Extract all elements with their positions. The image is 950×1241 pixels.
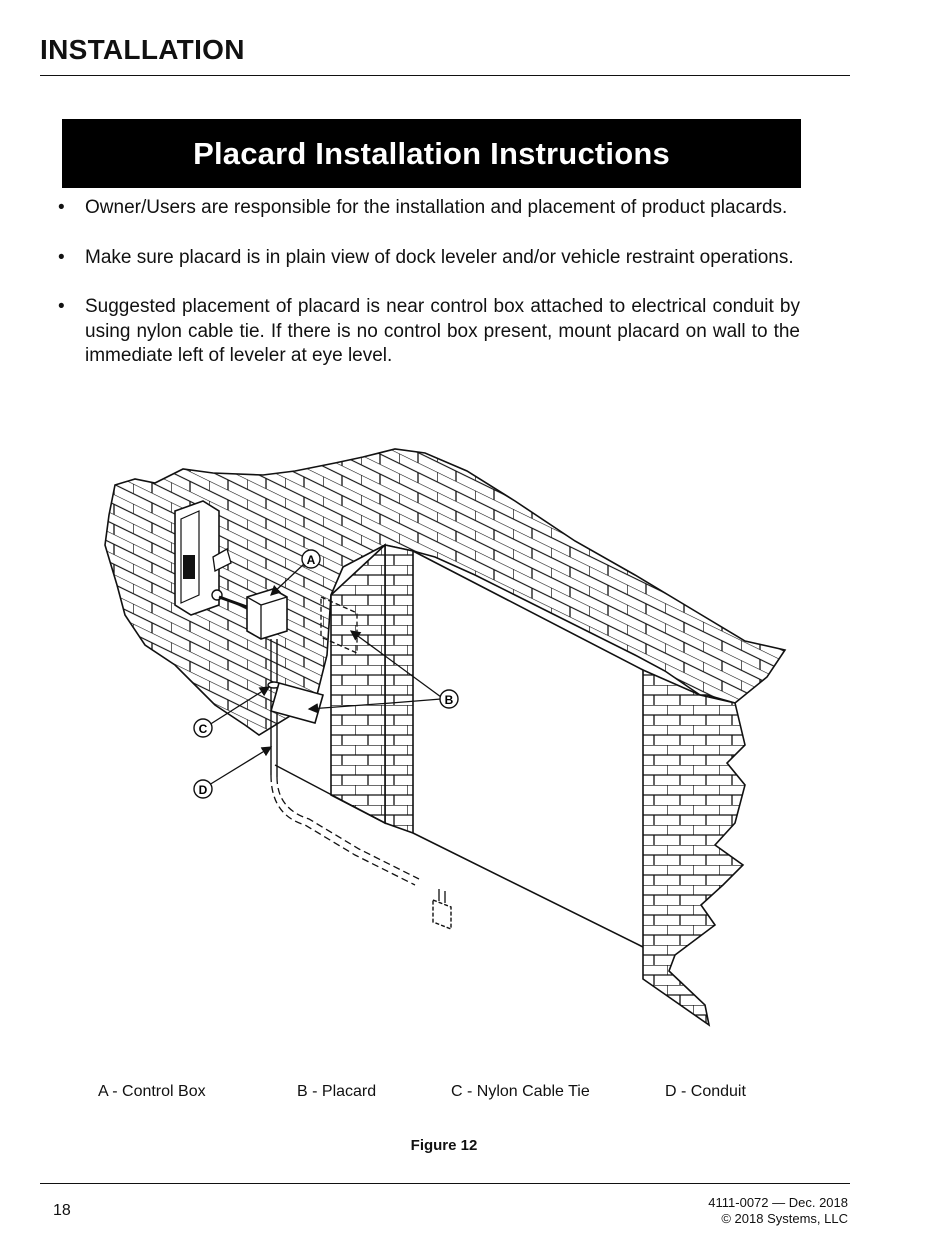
bullet-glyph: • bbox=[58, 246, 65, 268]
instruction-list bbox=[58, 196, 800, 394]
callout-b-label: B bbox=[444, 693, 454, 707]
instruction-text: Suggested placement of placard is near control box attached to electrical conduit by using nylon cable tie. If there is no control box present, mount placard on wall to the immediate left of leveler at eye level. bbox=[85, 296, 800, 366]
callout-a-label: A bbox=[306, 553, 316, 567]
leader-d bbox=[209, 747, 271, 785]
section-title: INSTALLATION bbox=[40, 34, 245, 65]
instruction-item bbox=[58, 196, 800, 221]
legend-control-box: A - Control Box bbox=[98, 1083, 206, 1100]
wall-diagram bbox=[95, 445, 795, 1035]
bullet-glyph: • bbox=[58, 197, 65, 218]
footer-rule bbox=[40, 1183, 850, 1184]
document-info bbox=[708, 1195, 848, 1227]
copyright: © 2018 Systems, LLC bbox=[721, 1211, 848, 1226]
instruction-item bbox=[58, 295, 800, 369]
legend-conduit: D - Conduit bbox=[665, 1083, 746, 1100]
legend-placard: B - Placard bbox=[297, 1083, 377, 1100]
installation-figure bbox=[95, 445, 795, 1035]
instruction-text: Make sure placard is in plain view of dock leveler and/or vehicle restraint operations. bbox=[85, 246, 794, 268]
banner-title: Placard Installation Instructions bbox=[193, 135, 670, 171]
junction-fitting bbox=[433, 889, 451, 929]
door-jamb-left bbox=[385, 545, 413, 833]
control-box bbox=[247, 589, 287, 639]
instruction-item bbox=[58, 246, 800, 271]
header-rule bbox=[40, 75, 850, 76]
bullet-glyph: • bbox=[58, 296, 65, 317]
callout-d-label: D bbox=[198, 783, 208, 797]
instruction-text: Owner/Users are responsible for the installation and placement of product placards. bbox=[85, 197, 788, 218]
figure-caption: Figure 12 bbox=[410, 1137, 478, 1154]
instructions-banner bbox=[62, 119, 801, 188]
door-jamb-left-side bbox=[331, 545, 385, 823]
document-id: 4111-0072 — Dec. 2018 bbox=[708, 1195, 848, 1210]
door-jamb-right bbox=[643, 670, 745, 1025]
callout-c-label: C bbox=[198, 722, 208, 736]
legend-cable-tie: C - Nylon Cable Tie bbox=[451, 1083, 590, 1100]
page-number: 18 bbox=[53, 1202, 71, 1219]
